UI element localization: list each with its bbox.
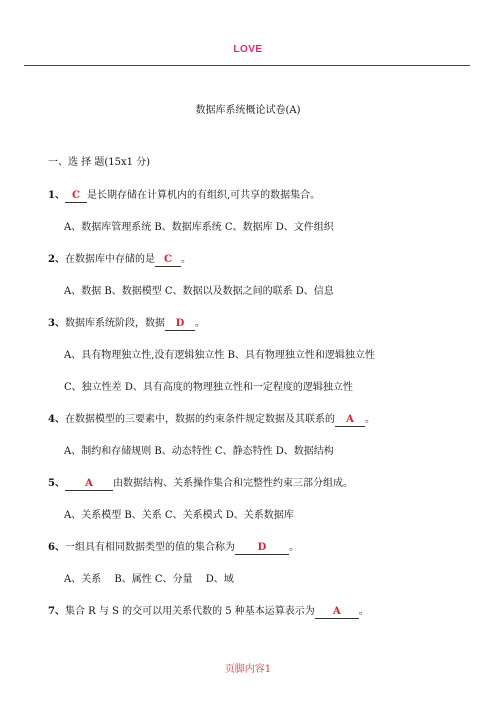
question-6 (48, 541, 299, 555)
question-number: 7、 (48, 606, 65, 617)
answer-blank: A (65, 478, 113, 491)
question-6-options: A、关系 B、属性 C、分量 D、域 (64, 574, 234, 585)
question-text: 数据库系统阶段，数据 (64, 318, 165, 329)
question-4-options: A、制约和存储规则 B、动态特性 C、静态特性 D、数据结构 (64, 446, 334, 457)
header-title: LOVE (233, 44, 263, 55)
question-text-end: 。 (358, 606, 369, 617)
question-3 (48, 317, 205, 331)
question-3-options-line-1: A、具有物理独立性,没有逻辑独立性 B、具有物理独立性和逻辑独立性 (64, 350, 375, 361)
question-text: 在数据模型的三要素中，数据的约束条件规定数据及其联系的 (64, 414, 335, 425)
question-text: 是长期存储在计算机内的有组织,可共享的数据集合。 (86, 190, 321, 201)
answer-blank: A (335, 414, 365, 427)
answer-blank: D (235, 542, 289, 555)
question-2 (48, 253, 191, 267)
answer-blank: C (65, 190, 87, 203)
question-text: 在数据库中存储的是 (64, 254, 155, 265)
question-text-end: 。 (364, 414, 375, 425)
question-text: 集合 R 与 S 的交可以用关系代数的 5 种基本运算表示为 (64, 606, 315, 617)
question-text-end: 。 (194, 318, 205, 329)
question-text-end: 。 (288, 542, 299, 553)
question-4 (48, 413, 375, 427)
question-number: 5、 (48, 478, 65, 489)
question-text-end: 。 (180, 254, 191, 265)
answer-blank: C (155, 254, 181, 267)
header-rule (24, 65, 470, 66)
section-heading: 一、选 择 题(15x1 分) (48, 157, 151, 168)
question-number: 3、 (48, 318, 65, 329)
question-1 (48, 189, 320, 203)
question-7 (48, 605, 369, 619)
question-text: 由数据结构、关系操作集合和完整性约束三部分组成。 (112, 478, 353, 489)
question-5 (48, 477, 353, 491)
question-2-options: A、数据 B、数据模型 C、数据以及数据之间的联系 D、信息 (64, 286, 334, 297)
question-3-options-line-2: C、独立性差 D、具有高度的物理独立性和一定程度的逻辑独立性 (64, 382, 353, 393)
question-number: 4、 (48, 414, 65, 425)
question-text: 一组具有相同数据类型的值的集合称为 (64, 542, 235, 553)
question-number: 2、 (48, 254, 65, 265)
question-number: 1、 (48, 190, 65, 201)
question-number: 6、 (48, 542, 65, 553)
answer-blank: A (315, 606, 359, 619)
answer-blank: D (165, 318, 195, 331)
question-5-options: A、关系模型 B、关系 C、关系模式 D、关系数据库 (64, 510, 294, 521)
page-footer: 页脚内容1 (224, 664, 272, 675)
question-1-options: A、数据库管理系统 B、数据库系统 C、数据库 D、文件组织 (64, 222, 334, 233)
document-title: 数据库系统概论试卷(A) (195, 105, 301, 116)
